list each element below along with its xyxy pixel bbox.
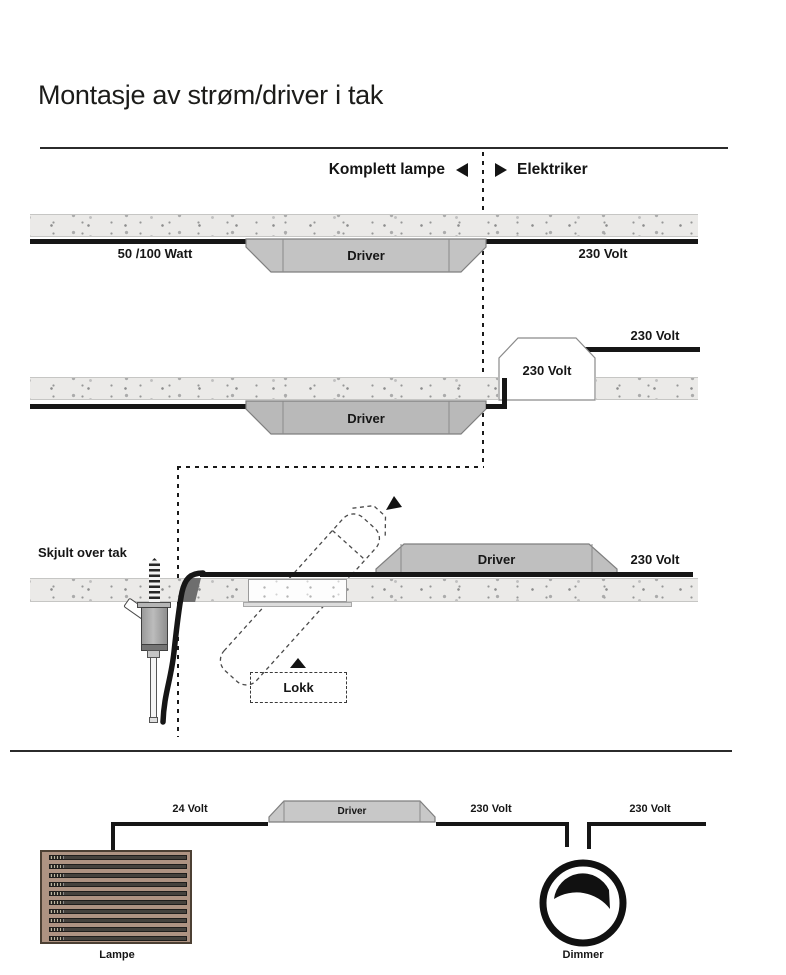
watt-label: 50 /100 Watt xyxy=(117,246,193,261)
page-title: Montasje av strøm/driver i tak xyxy=(38,80,384,110)
volt-label: 230 Volt xyxy=(630,552,680,567)
volt230-mid-label: 230 Volt xyxy=(470,803,512,815)
lamp-panel xyxy=(40,850,192,944)
legend-left-label: Komplett lampe xyxy=(328,161,445,178)
wire-230v-mid xyxy=(436,822,569,826)
lamp-slat xyxy=(49,927,187,932)
driver-label: Driver xyxy=(477,552,516,567)
driver-label: Driver xyxy=(347,411,385,426)
lamp-slat xyxy=(49,936,187,941)
wire-stub-right xyxy=(587,822,591,849)
driver-label: Driver xyxy=(347,248,385,263)
lamp-slat xyxy=(49,855,187,860)
lamp-slat xyxy=(49,873,187,878)
volt-top-label: 230 Volt xyxy=(630,328,680,343)
lamp-slat xyxy=(49,900,187,905)
lid-label: Lokk xyxy=(283,680,314,695)
wire-lamp-drop xyxy=(111,822,115,853)
volt230-right-label: 230 Volt xyxy=(629,803,671,815)
lamp-caption: Lampe xyxy=(99,949,135,961)
lamp-slat xyxy=(49,864,187,869)
wire-stub-left xyxy=(565,822,569,847)
volt24-label: 24 Volt xyxy=(172,803,208,815)
lamp-slat xyxy=(49,891,187,896)
wire-230v-right xyxy=(587,822,706,826)
wire-24v xyxy=(111,822,268,826)
legend-right-label: Elektriker xyxy=(517,161,588,178)
dimmer-knob-icon xyxy=(537,857,629,949)
dimmer-caption: Dimmer xyxy=(562,949,604,961)
junction-box-label: 230 Volt xyxy=(522,363,572,378)
lamp-slat xyxy=(49,918,187,923)
lamp-slat xyxy=(49,909,187,914)
hidden-caption: Skjult over tak xyxy=(38,545,127,560)
lamp-slat xyxy=(49,882,187,887)
volt-label: 230 Volt xyxy=(578,246,628,261)
driver-label: Driver xyxy=(337,806,367,817)
